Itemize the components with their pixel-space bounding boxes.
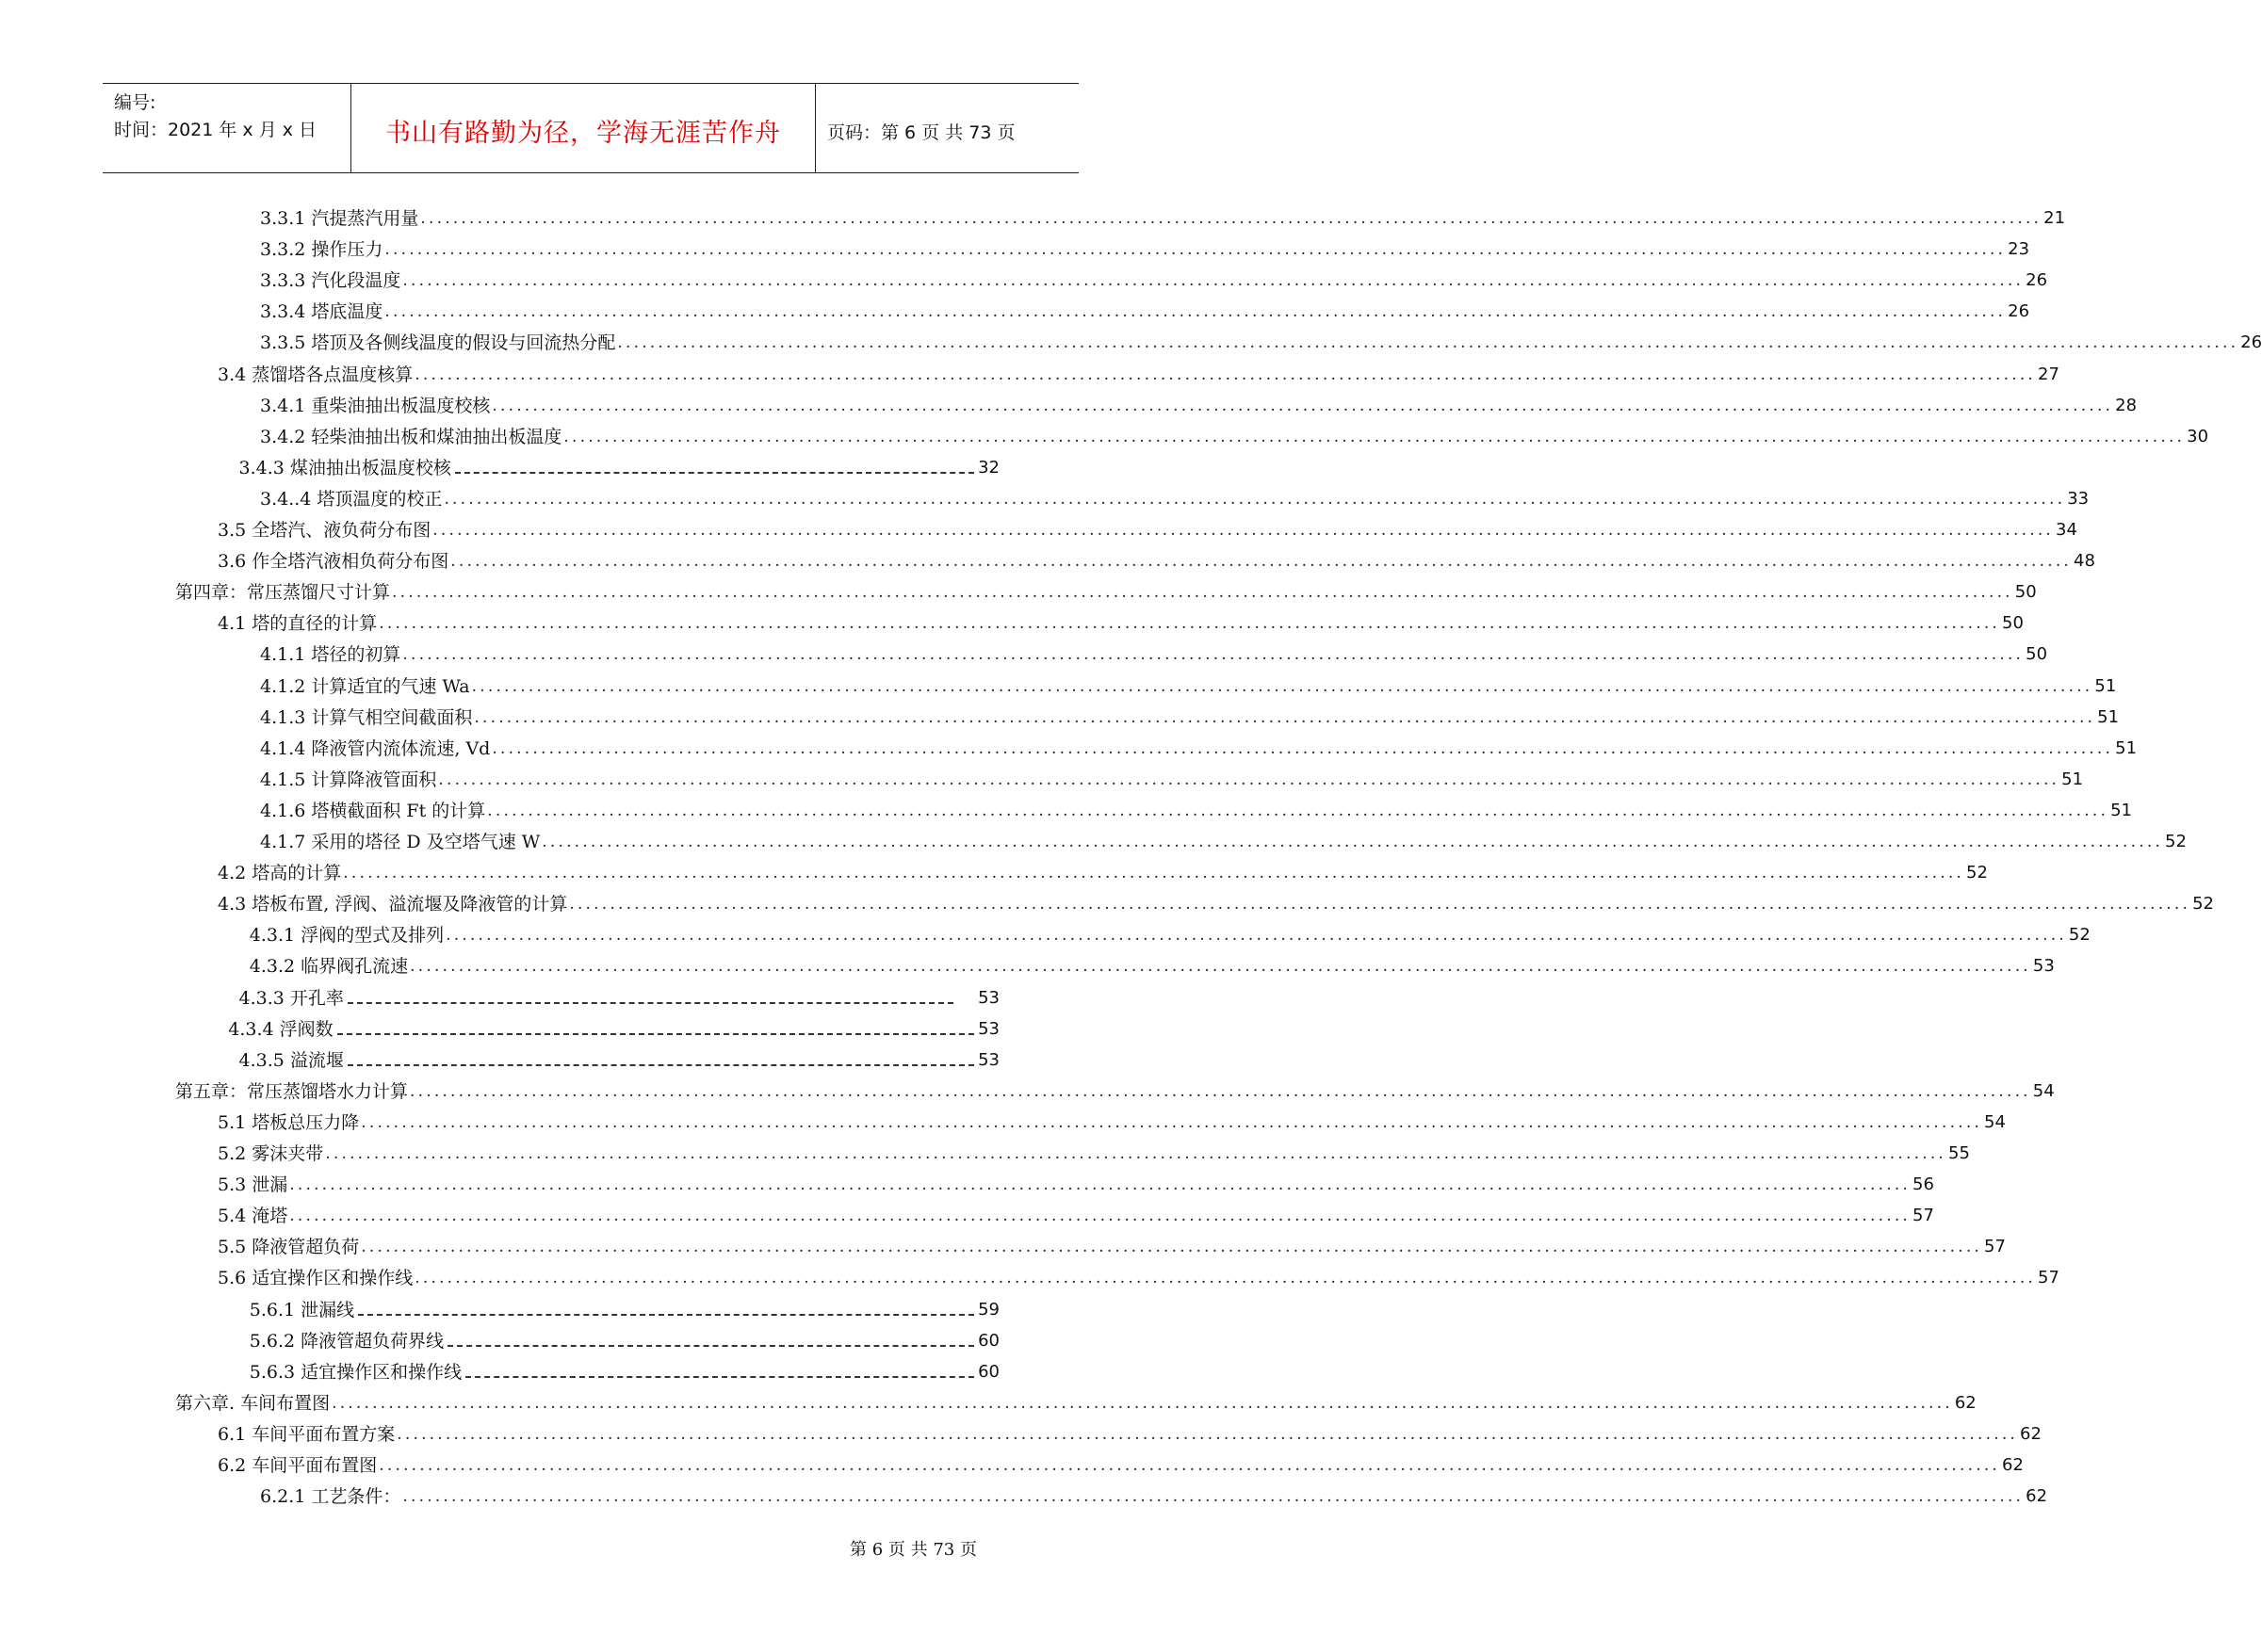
toc-entry[interactable] <box>239 450 1001 478</box>
toc-leader <box>455 470 974 474</box>
toc-entry-label: 3.3.1 汽提蒸汽用量 <box>260 208 419 229</box>
toc-entry[interactable] <box>239 980 1001 1009</box>
toc-leader: ........................................................................................................................................................................................................ <box>410 1081 2031 1101</box>
toc-entry[interactable] <box>175 575 2037 604</box>
toc-leader: ........................................................................................................................................................................................................ <box>438 769 2060 789</box>
toc-entry-label: 3.4.2 轻柴油抽出板和煤油抽出板温度 <box>260 426 562 447</box>
toc-entry[interactable] <box>218 606 2024 635</box>
toc-entry-page: 53 <box>978 1049 1000 1070</box>
toc-entry[interactable] <box>260 325 2262 354</box>
document-number-label: 编号: <box>114 92 156 113</box>
toc-entry-label: 5.6.1 泄漏线 <box>249 1299 355 1320</box>
toc-entry-label: 4.1.5 计算降液管面积 <box>260 769 437 790</box>
toc-entry-page: 59 <box>978 1299 1000 1320</box>
toc-entry[interactable] <box>175 1385 1977 1414</box>
toc-leader: ........................................................................................................................................................................................................ <box>361 1238 1983 1257</box>
toc-leader: ........................................................................................................................................................................................................ <box>474 707 2096 727</box>
toc-entry[interactable] <box>260 419 2209 447</box>
toc-entry[interactable] <box>218 1448 2024 1476</box>
page-footer: 第 6 页 共 73 页 <box>850 1540 977 1560</box>
toc-leader: ........................................................................................................................................................................................................ <box>563 427 2186 446</box>
toc-entry[interactable] <box>218 1417 2042 1445</box>
toc-entry-label: 4.1.1 塔径的初算 <box>260 644 401 666</box>
toc-entry-label: 第四章：常压蒸馏尺寸计算 <box>175 582 391 604</box>
toc-entry-page: 62 <box>2020 1423 2042 1444</box>
toc-leader: ........................................................................................................................................................................................................ <box>420 209 2042 228</box>
toc-entry[interactable] <box>260 263 2048 292</box>
toc-entry-label: 3.3.3 汽化段温度 <box>260 270 401 292</box>
toc-leader <box>348 1062 974 1066</box>
document-time-label: 时间：2021 年 x 月 x 日 <box>114 120 317 140</box>
toc-leader: ........................................................................................................................................................................................................ <box>471 676 2093 696</box>
toc-entry-page: 51 <box>2061 769 2084 789</box>
toc-leader: ........................................................................................................................................................................................................ <box>402 1487 2025 1507</box>
toc-leader: ........................................................................................................................................................................................................ <box>432 521 2055 540</box>
toc-entry-label: 4.3.1 浮阀的型式及排列 <box>249 925 445 947</box>
toc-leader: ........................................................................................................................................................................................................ <box>569 895 2191 915</box>
toc-entry-page: 57 <box>1984 1237 2006 1257</box>
toc-entry-label: 5.6 适宜操作区和操作线 <box>218 1268 414 1289</box>
toc-entry-page: 26 <box>2008 301 2030 322</box>
toc-entry[interactable] <box>260 232 2030 261</box>
toc-entry-page: 52 <box>2192 894 2215 915</box>
toc-entry-label: 第五章：常压蒸馏塔水力计算 <box>175 1080 409 1102</box>
toc-entry-page: 30 <box>2187 426 2209 446</box>
toc-leader <box>358 1312 974 1316</box>
toc-entry-label: 3.4 蒸馏塔各点温度核算 <box>218 364 414 385</box>
toc-entry[interactable] <box>218 543 2095 573</box>
toc-leader <box>465 1374 974 1378</box>
toc-entry-page: 26 <box>2026 270 2048 291</box>
toc-entry[interactable] <box>260 481 2090 510</box>
toc-leader <box>448 1343 974 1347</box>
toc-entry-label: 5.4 淹塔 <box>218 1206 288 1227</box>
toc-entry-label: 6.2.1 工艺条件： <box>260 1486 401 1508</box>
toc-entry-page: 60 <box>978 1361 1000 1382</box>
toc-entry-page: 52 <box>1966 863 1988 883</box>
toc-leader: ........................................................................................................................................................................................................ <box>402 645 2025 665</box>
toc-entry-page: 23 <box>2008 239 2030 260</box>
toc-entry-page: 52 <box>2165 832 2187 851</box>
toc-entry[interactable] <box>250 1292 1000 1320</box>
toc-entry-label: 4.1.2 计算适宜的气速 Wa <box>260 675 470 697</box>
toc-entry-label: 3.5 全塔汽、液负荷分布图 <box>218 520 431 541</box>
toc-entry-page: 48 <box>2074 551 2095 572</box>
toc-entry[interactable] <box>218 1229 2006 1258</box>
toc-entry-page: 32 <box>978 457 1000 478</box>
toc-entry-label: 4.3 塔板布置, 浮阀、溢流堰及降液管的计算 <box>218 894 568 915</box>
toc-entry[interactable] <box>228 1012 1000 1040</box>
toc-leader: ........................................................................................................................................................................................................ <box>343 864 1965 883</box>
toc-entry-label: 第六章. 车间布置图 <box>175 1392 331 1414</box>
toc-entry[interactable] <box>239 1043 1001 1071</box>
toc-entry-label: 6.1 车间平面布置方案 <box>218 1423 396 1445</box>
toc-entry-page: 51 <box>2094 675 2117 696</box>
toc-entry-page: 56 <box>1912 1174 1934 1195</box>
toc-leader: ........................................................................................................................................................................................................ <box>392 583 2013 603</box>
toc-entry-page: 57 <box>1912 1206 1934 1226</box>
toc-entry[interactable] <box>260 824 2187 852</box>
toc-entry-label: 4.3.3 开孔率 <box>238 987 344 1009</box>
toc-entry-page: 51 <box>2097 706 2120 727</box>
toc-entry[interactable] <box>250 1323 1000 1352</box>
toc-entry[interactable] <box>218 886 2215 915</box>
toc-leader: ........................................................................................................................................................................................................ <box>444 489 2066 509</box>
toc-entry-page: 54 <box>2032 1080 2055 1101</box>
header-meta-cell <box>103 84 351 172</box>
toc-entry[interactable] <box>260 388 2138 416</box>
toc-entry-page: 62 <box>1954 1392 1977 1413</box>
toc-entry-label: 6.2 车间平面布置图 <box>218 1455 378 1476</box>
toc-entry-label: 4.1.4 降液管内流体流速, Vd <box>260 737 491 759</box>
toc-entry[interactable] <box>218 1105 2006 1133</box>
toc-entry-page: 28 <box>2115 395 2138 415</box>
toc-entry-page: 50 <box>2026 644 2048 665</box>
toc-entry[interactable] <box>260 762 2084 790</box>
toc-leader: ........................................................................................................................................................................................................ <box>289 1207 1912 1226</box>
toc-entry-page: 51 <box>2115 737 2138 758</box>
toc-entry[interactable] <box>250 1354 1000 1383</box>
toc-leader: ........................................................................................................................................................................................................ <box>384 302 2007 322</box>
toc-entry[interactable] <box>218 512 2077 541</box>
toc-entry-label: 4.3.2 临界阀孔流速 <box>249 956 409 978</box>
toc-entry-label: 3.3.5 塔顶及各侧线温度的假设与回流热分配 <box>260 332 616 354</box>
toc-entry-label: 5.3 泄漏 <box>218 1174 288 1196</box>
header-page-cell <box>816 84 1079 172</box>
toc-entry-page: 62 <box>2002 1455 2024 1475</box>
toc-entry[interactable] <box>218 1198 1934 1227</box>
toc-entry-page: 62 <box>2026 1486 2048 1507</box>
toc-leader: ........................................................................................................................................................................................................ <box>617 333 2239 353</box>
toc-entry[interactable] <box>175 1074 2055 1102</box>
toc-entry-page: 54 <box>1984 1111 2006 1132</box>
toc-entry[interactable] <box>260 1479 2048 1508</box>
toc-leader: ........................................................................................................................................................................................................ <box>450 552 2073 572</box>
toc-leader: ........................................................................................................................................................................................................ <box>487 801 2109 820</box>
header-page-info: 页码：第 6 页 共 73 页 <box>827 122 1016 143</box>
toc-leader: ........................................................................................................................................................................................................ <box>415 364 2037 384</box>
document-header <box>103 83 1079 173</box>
toc-entry-label: 3.4.1 重柴油抽出板温度校核 <box>260 395 491 416</box>
toc-entry[interactable] <box>260 669 2117 697</box>
toc-entry-page: 21 <box>2043 208 2066 228</box>
toc-leader: ........................................................................................................................................................................................................ <box>325 1144 1947 1163</box>
toc-leader: ........................................................................................................................................................................................................ <box>415 1269 2037 1288</box>
toc-entry-page: 27 <box>2038 364 2059 384</box>
toc-leader: ........................................................................................................................................................................................................ <box>361 1112 1983 1132</box>
toc-leader: ........................................................................................................................................................................................................ <box>397 1424 2019 1444</box>
toc-leader: ........................................................................................................................................................................................................ <box>492 396 2114 415</box>
toc-entry-label: 4.3.5 溢流堰 <box>238 1049 344 1071</box>
toc-entry-page: 53 <box>978 1018 1000 1039</box>
toc-entry-label: 4.1.3 计算气相空间截面积 <box>260 706 473 728</box>
toc-entry-page: 60 <box>978 1330 1000 1351</box>
toc-entry-page: 33 <box>2067 488 2090 509</box>
toc-entry-page: 52 <box>2068 925 2091 946</box>
toc-leader: ........................................................................................................................................................................................................ <box>542 833 2164 851</box>
toc-entry-page: 53 <box>2032 956 2055 977</box>
toc-entry[interactable] <box>249 917 2091 947</box>
toc-entry[interactable] <box>218 357 2059 385</box>
toc-entry-label: 4.1.6 塔横截面积 Ft 的计算 <box>260 800 486 821</box>
toc-leader: ........................................................................................................................................................................................................ <box>379 1456 2001 1475</box>
toc-leader <box>337 1031 974 1035</box>
toc-entry[interactable] <box>260 731 2138 759</box>
toc-entry-label: 5.6.3 适宜操作区和操作线 <box>249 1361 463 1383</box>
toc-entry-label: 5.2 雾沫夹带 <box>218 1143 324 1164</box>
header-motto-cell <box>351 84 816 172</box>
toc-entry-label: 4.3.4 浮阀数 <box>228 1018 334 1040</box>
toc-entry-label: 3.6 作全塔汽液相负荷分布图 <box>218 551 449 573</box>
toc-entry-page: 53 <box>978 987 1000 1008</box>
toc-entry-page: 55 <box>1948 1143 1970 1163</box>
toc-leader: ........................................................................................................................................................................................................ <box>446 926 2067 946</box>
toc-entry-label: 4.1 塔的直径的计算 <box>218 613 378 635</box>
toc-entry-page: 34 <box>2056 520 2077 540</box>
toc-leader: ........................................................................................................................................................................................................ <box>379 614 2001 634</box>
toc-entry-label: 4.2 塔高的计算 <box>218 863 342 884</box>
toc-entry[interactable] <box>260 201 2066 229</box>
toc-entry-label: 5.1 塔板总压力降 <box>218 1111 360 1133</box>
toc-entry-label: 3.4..4 塔顶温度的校正 <box>260 488 443 510</box>
toc-entry-page: 50 <box>2002 613 2024 634</box>
toc-entry-label: 5.6.2 降液管超负荷界线 <box>249 1330 445 1352</box>
toc-entry-label: 5.5 降液管超负荷 <box>218 1237 360 1258</box>
toc-leader: ........................................................................................................................................................................................................ <box>332 1393 1953 1413</box>
toc-entry[interactable] <box>218 855 1988 884</box>
toc-entry[interactable] <box>218 1136 1970 1164</box>
toc-entry[interactable] <box>218 1167 1934 1196</box>
toc-entry[interactable] <box>260 637 2048 666</box>
header-motto: 书山有路勤为径，学海无涯苦作舟 <box>385 119 781 148</box>
toc-entry[interactable] <box>260 700 2120 728</box>
toc-entry-label: 3.3.2 操作压力 <box>260 239 383 261</box>
toc-leader: ........................................................................................................................................................................................................ <box>384 240 2007 260</box>
toc-entry-label: 4.1.7 采用的塔径 D 及空塔气速 W <box>260 832 541 852</box>
toc-entry-page: 50 <box>2014 582 2037 603</box>
toc-leader: ........................................................................................................................................................................................................ <box>492 738 2114 758</box>
toc-entry-label: 3.4.3 煤油抽出板温度校核 <box>238 457 451 478</box>
toc-entry[interactable] <box>260 294 2030 323</box>
toc-entry[interactable] <box>260 793 2132 821</box>
toc-entry-page: 57 <box>2038 1268 2059 1288</box>
toc-leader <box>348 1000 953 1004</box>
toc-entry[interactable] <box>249 948 2055 978</box>
toc-leader: ........................................................................................................................................................................................................ <box>289 1175 1912 1195</box>
toc-leader: ........................................................................................................................................................................................................ <box>402 271 2025 291</box>
toc-entry-label: 3.3.4 塔底温度 <box>260 301 383 323</box>
toc-entry-page: 51 <box>2110 800 2132 820</box>
toc-leader: ........................................................................................................................................................................................................ <box>410 957 2031 977</box>
toc-entry[interactable] <box>218 1260 2059 1289</box>
toc-entry-page: 26 <box>2240 332 2262 353</box>
